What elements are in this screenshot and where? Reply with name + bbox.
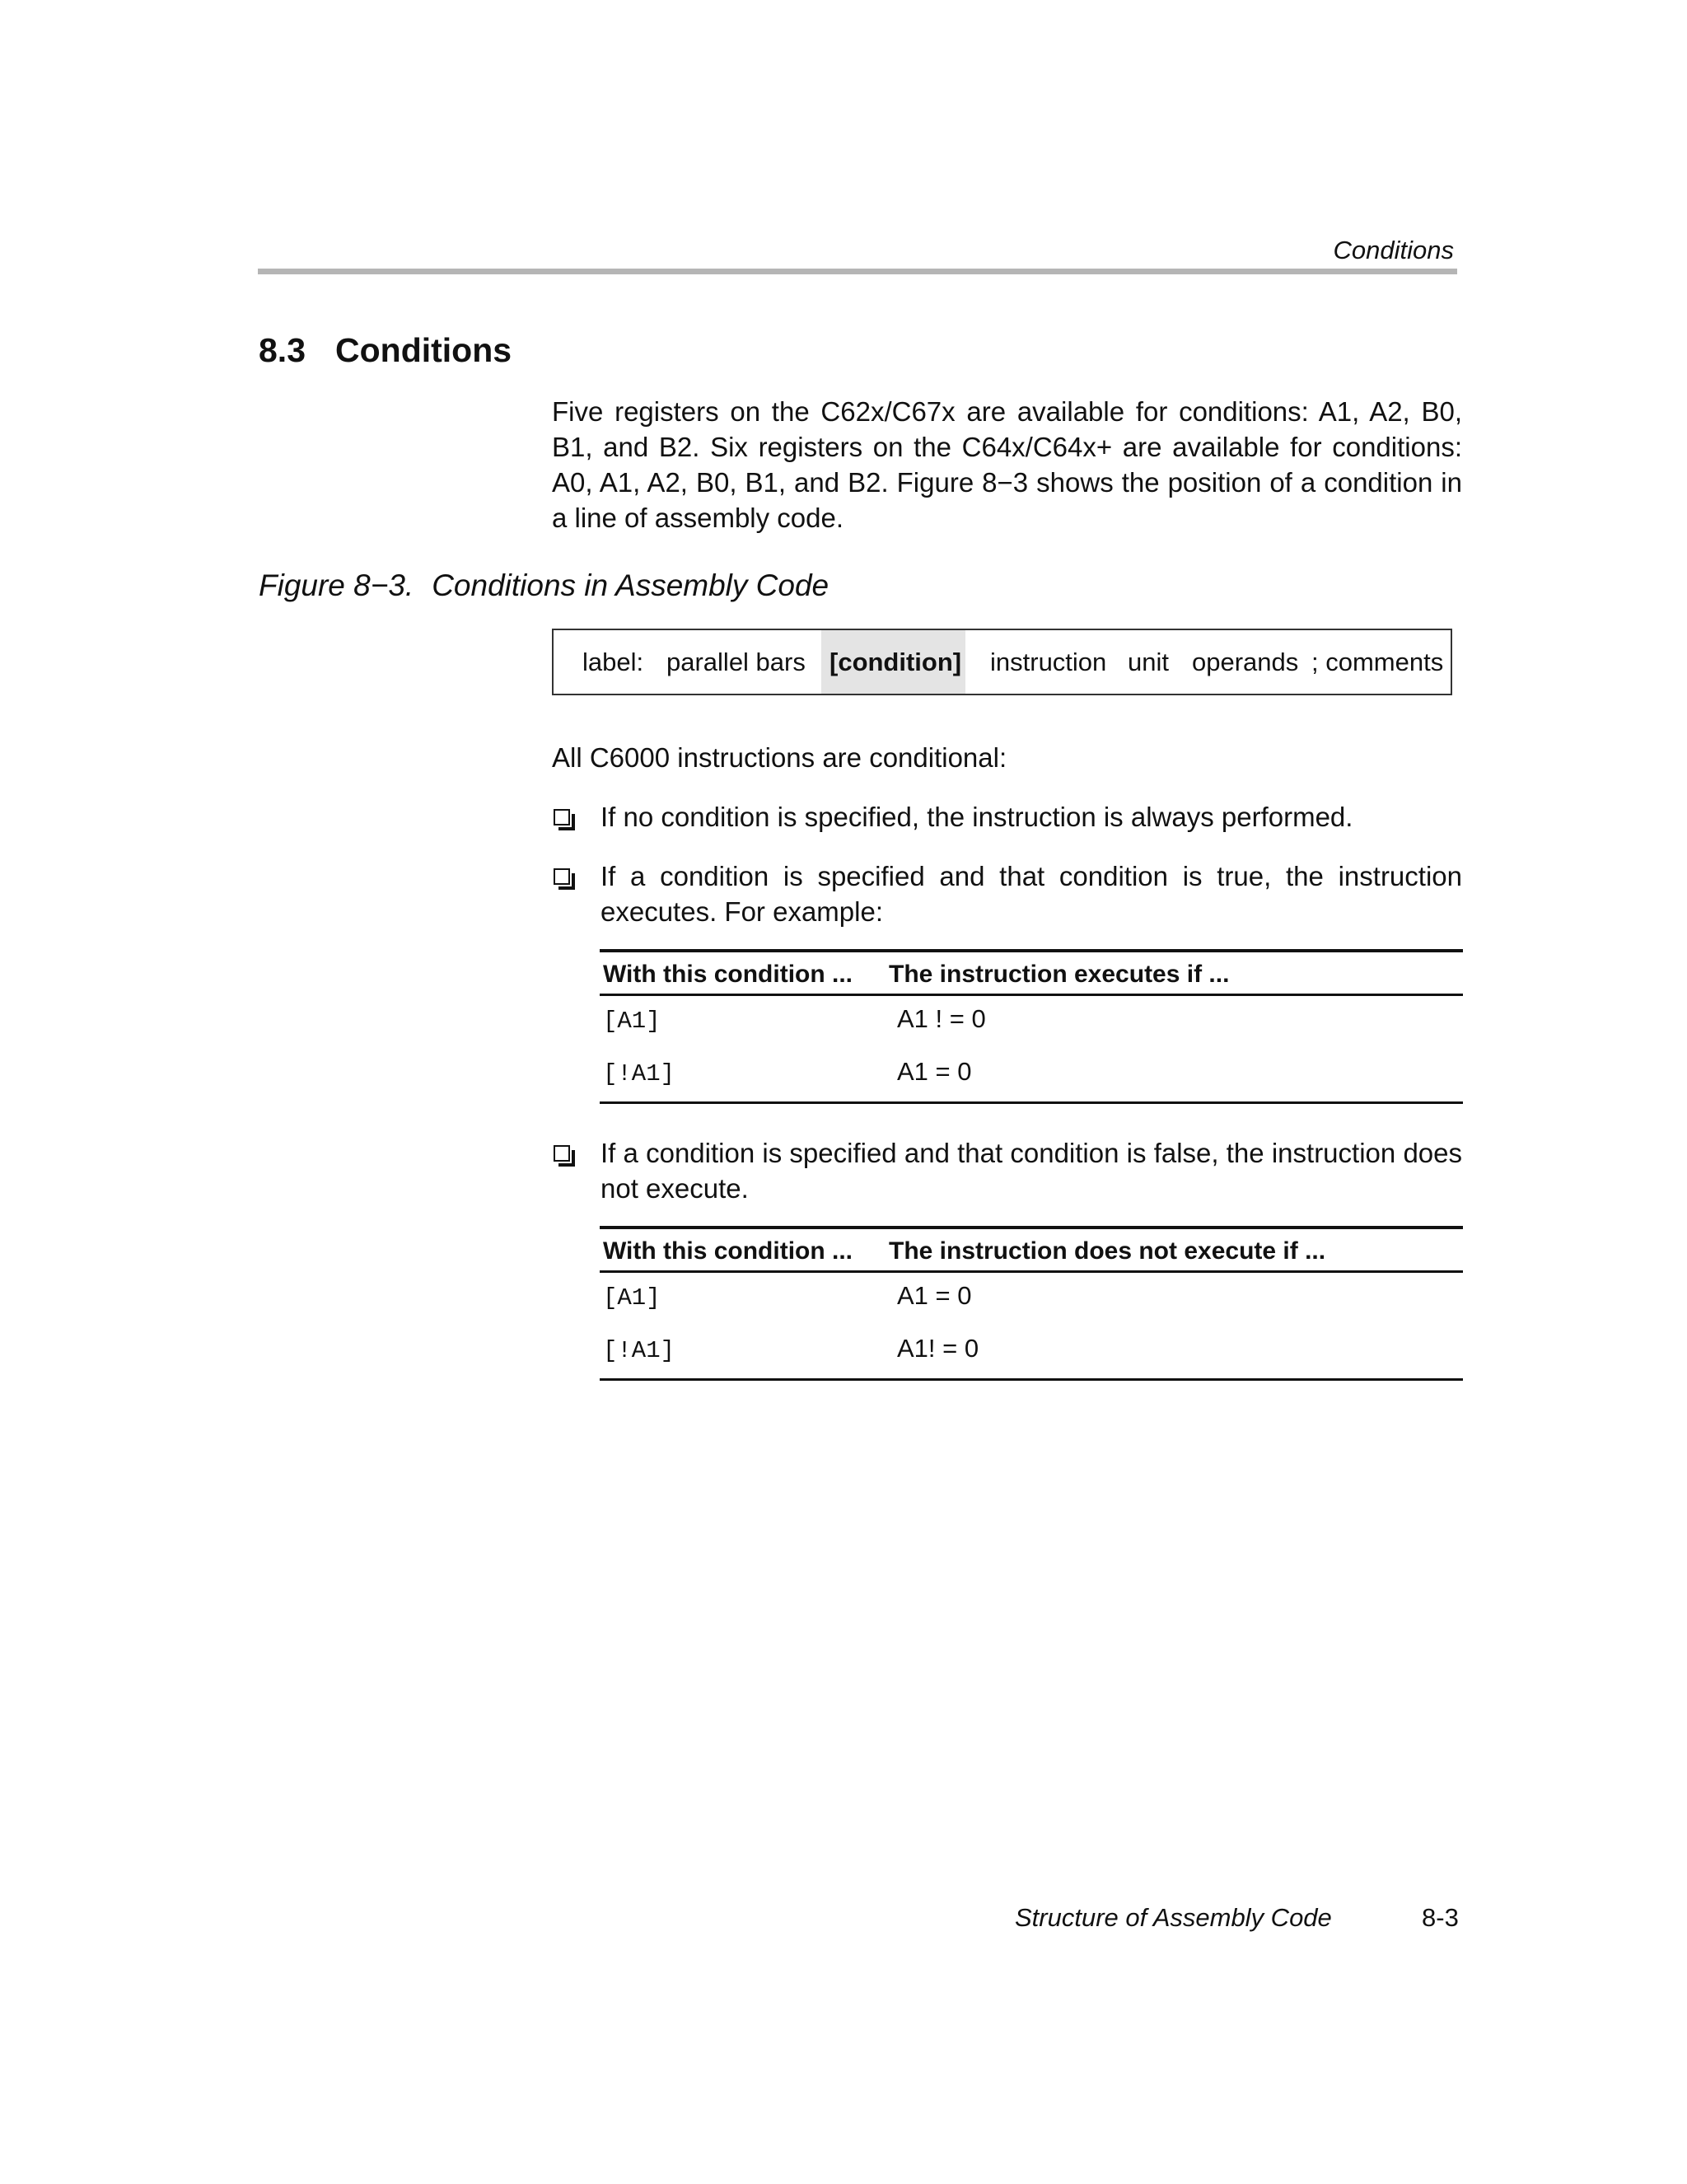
table-row [600,1273,1463,1326]
lead-paragraph: All C6000 instructions are conditional: [552,742,1007,773]
field-unit: unit [1128,648,1169,676]
column-header-result: The instruction executes if ... [889,961,1230,988]
intro-paragraph: Five registers on the C62x/C67x are available for conditions: A1, A2, B0, B1, and B2. Six registers on the C64x/C64x+ are available for conditions: A0, A1, A2, B0, B1, and B2. Figure 8−3 shows the position of a condition in a line of assembly code. [552,396,1462,533]
field-instruction: instruction [990,648,1107,676]
condition-result: A1! = 0 [897,1334,979,1363]
section-heading [259,331,512,370]
running-header: Conditions [1333,236,1454,264]
header-rule [258,269,1457,274]
condition-result: A1 ! = 0 [897,1004,986,1033]
figure-title: Conditions in Assembly Code [432,568,829,602]
table-row [600,1326,1463,1378]
table-header-row [600,1229,1463,1270]
table-row [600,996,1463,1049]
field-parallel-bars: parallel bars [666,648,806,676]
section-title: Conditions [335,331,512,369]
section-number: 8.3 [259,331,306,369]
bullet-item [552,799,1462,835]
bullet-text: If a condition is specified and that condition is false, the instruction does not execute. [600,1138,1462,1204]
table-header-row [600,952,1463,994]
checkbox-bullet-icon [554,868,570,885]
figure-caption [259,568,829,603]
condition-true-table [600,949,1463,1104]
condition-result: A1 = 0 [897,1057,972,1086]
column-header-condition: With this condition ... [603,1237,853,1265]
checkbox-bullet-icon [554,809,570,825]
condition-code: [A1] [603,1008,661,1035]
footer-page-number: 8-3 [1422,1903,1459,1932]
column-header-result: The instruction does not execute if ... [889,1237,1326,1265]
bullet-text: If a condition is specified and that condition is true, the instruction executes. For example: [600,861,1462,927]
field-operands: operands [1192,648,1299,676]
field-comments: ; comments [1311,648,1444,676]
table-bottom-rule [600,1101,1463,1104]
footer-chapter-title: Structure of Assembly Code [1015,1903,1332,1932]
bullet-item [552,858,1462,929]
table-bottom-rule [600,1378,1463,1381]
assembly-syntax-box [552,629,1452,695]
condition-code: [A1] [603,1284,661,1312]
checkbox-bullet-icon [554,1145,570,1162]
figure-number: Figure 8−3. [259,568,414,602]
field-label: label: [582,648,644,676]
bullet-item [552,1135,1462,1206]
condition-false-table [600,1226,1463,1381]
condition-result: A1 = 0 [897,1281,972,1310]
bullet-text: If no condition is specified, the instruction is always performed. [600,802,1353,832]
table-row [600,1049,1463,1101]
field-condition: [condition] [829,648,962,676]
condition-code: [!A1] [603,1337,675,1364]
condition-code: [!A1] [603,1060,675,1087]
column-header-condition: With this condition ... [603,961,853,988]
